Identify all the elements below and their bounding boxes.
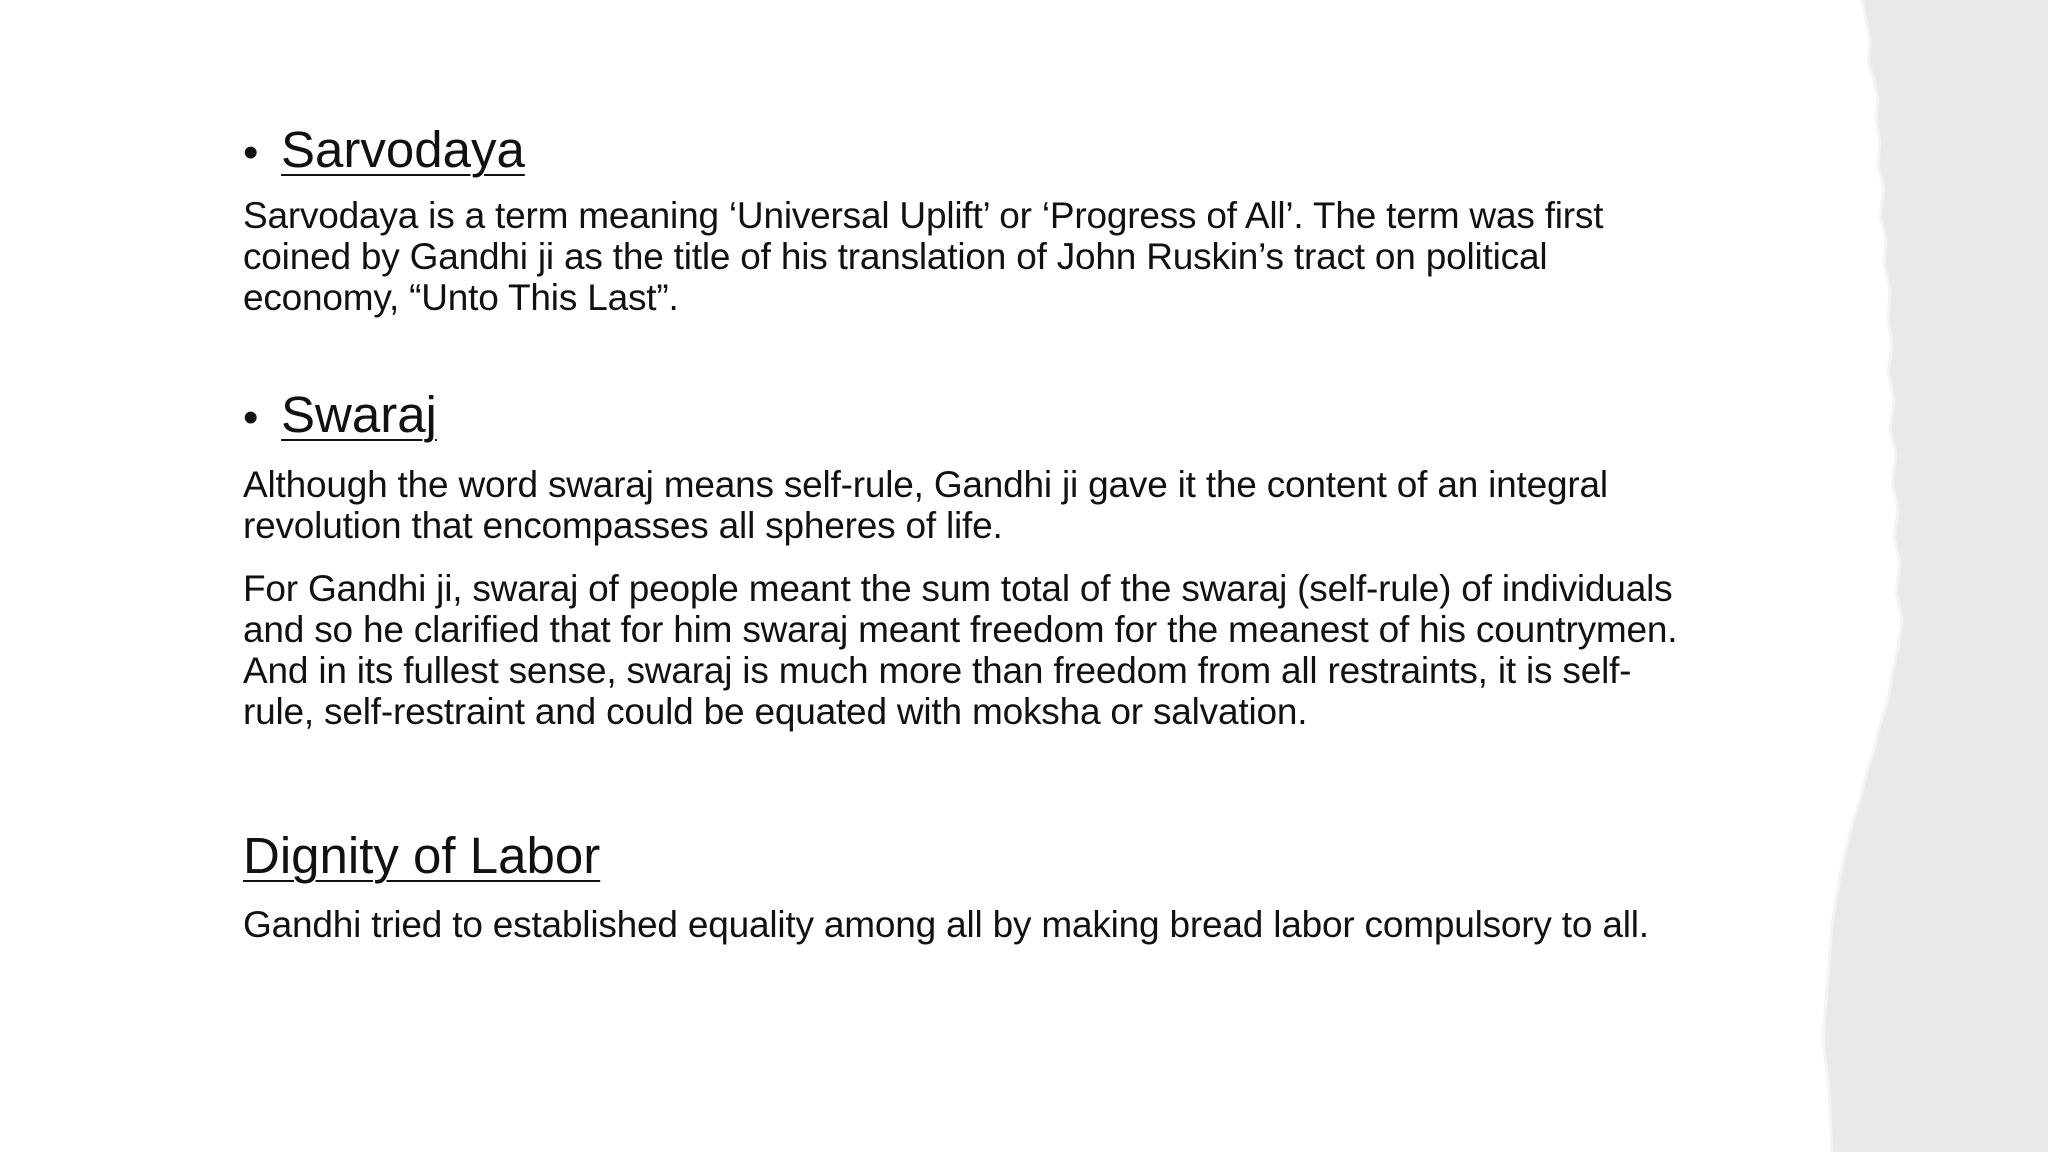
slide-content	[243, 118, 1683, 945]
heading-text: Sarvodaya	[281, 121, 525, 178]
bullet-icon: •	[243, 128, 259, 177]
bullet-icon: •	[243, 393, 259, 442]
section-heading-sarvodaya	[243, 118, 1683, 185]
section-heading-dignity-of-labor	[243, 824, 1683, 888]
heading-text: Swaraj	[281, 386, 437, 443]
paragraph-swaraj-detail: For Gandhi ji, swaraj of people meant the sum total of the swaraj (self-rule) of individuals and so he clarified that for him swaraj meant freedom for the meanest of his countrymen. And in its fullest sense, swaraj is much more than freedom from all restraints, it is self-rule, self-restraint and could be equated with moksha or salvation.	[243, 568, 1678, 732]
section-heading-swaraj	[243, 383, 1683, 450]
paragraph-sarvodaya-definition: Sarvodaya is a term meaning ‘Universal Uplift’ or ‘Progress of All’. The term was first coined by Gandhi ji as the title of his translation of John Ruskin’s tract on political economy, “Unto This Last”.	[243, 195, 1604, 318]
paragraph-dignity-of-labor: Gandhi tried to established equality among all by making bread labor compulsory to all.	[243, 904, 1649, 945]
heading-text: Dignity of Labor	[243, 827, 601, 884]
paragraph-swaraj-meaning: Although the word swaraj means self-rule, Gandhi ji gave it the content of an integral revolution that encompasses all spheres of life.	[243, 464, 1608, 546]
